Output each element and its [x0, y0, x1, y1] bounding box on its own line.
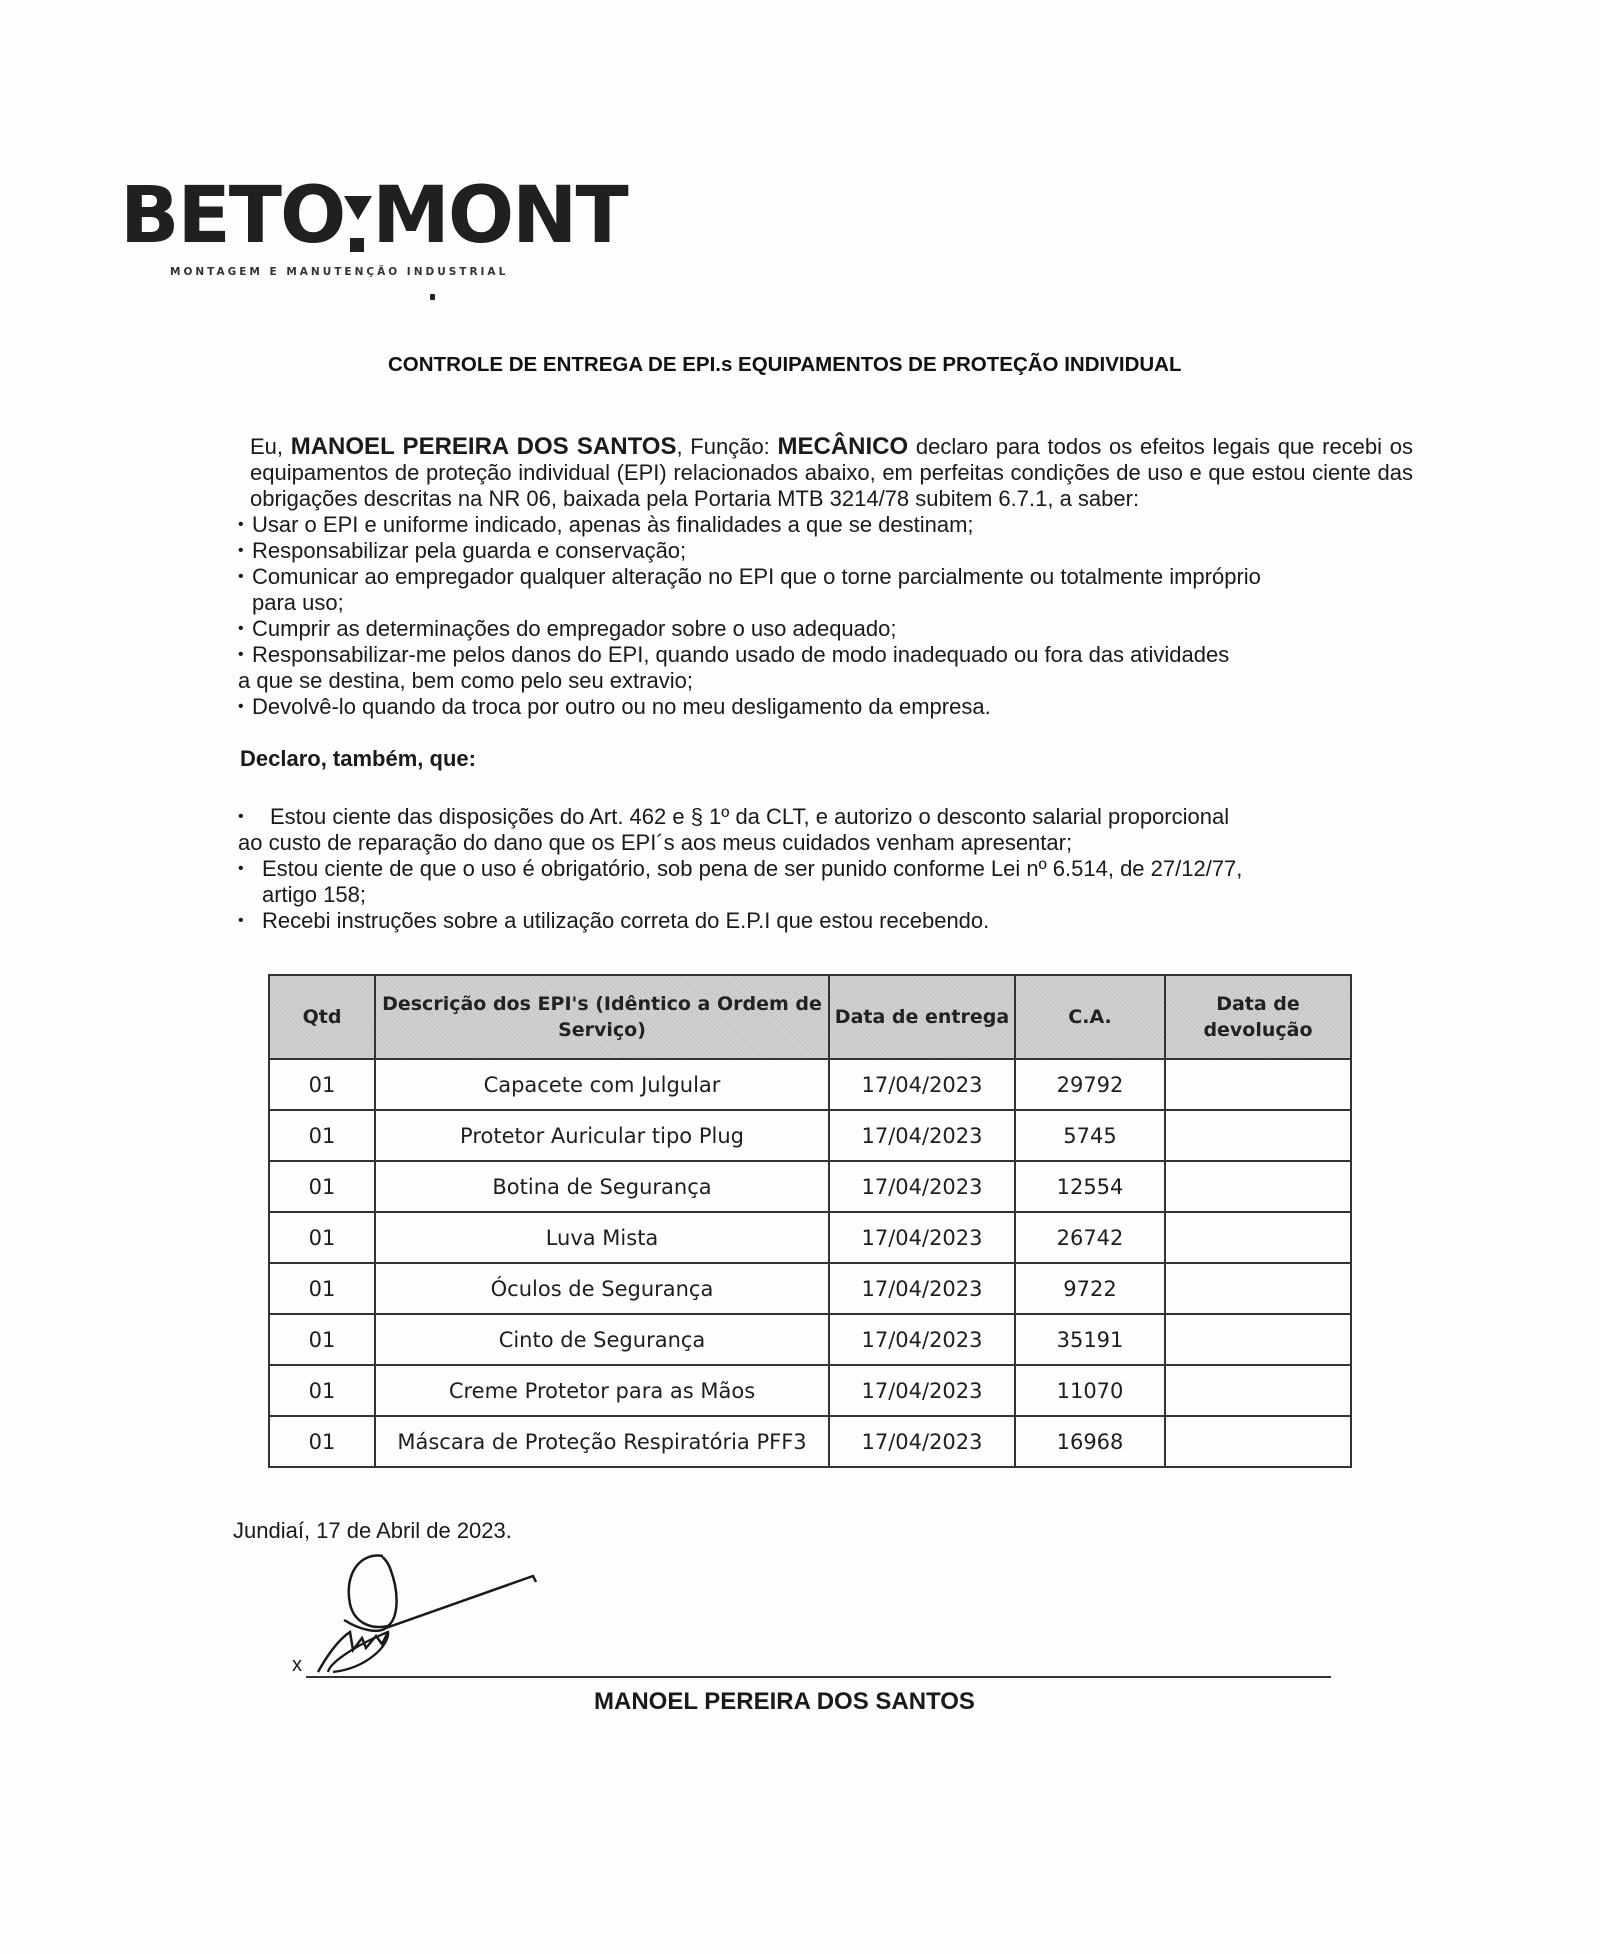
scan-speck	[430, 294, 435, 300]
document-content	[233, 352, 1418, 1718]
document-title: CONTROLE DE ENTREGA DE EPI.s EQUIPAMENTOS DE PROTEÇÃO INDIVIDUAL	[388, 353, 1182, 376]
obligation-text: Comunicar ao empregador qualquer alteração no EPI que o torne parcialmente ou totalmente impróprio	[252, 564, 1261, 589]
company-logo	[120, 171, 627, 278]
row-description: Óculos de Segurança	[375, 1263, 829, 1314]
row-ca: 16968	[1015, 1416, 1165, 1467]
logo-text-left: BETO	[120, 171, 345, 261]
obligations-list	[238, 512, 1413, 720]
function-value: MECÂNICO	[777, 433, 909, 460]
row-delivery-date: 17/04/2023	[829, 1416, 1015, 1467]
row-ca: 5745	[1015, 1110, 1165, 1161]
declaration-body	[238, 434, 1413, 934]
header-description: Descrição dos EPI's (Idêntico a Ordem de Serviço)	[375, 975, 829, 1059]
row-ca: 11070	[1015, 1365, 1165, 1416]
header-delivery-date: Data de entrega	[829, 975, 1015, 1059]
header-return-date: Data de devolução	[1165, 975, 1351, 1059]
row-delivery-date: 17/04/2023	[829, 1365, 1015, 1416]
row-description: Luva Mista	[375, 1212, 829, 1263]
row-return-date	[1165, 1059, 1351, 1110]
declaration-item	[238, 804, 1413, 856]
obligation-item	[238, 642, 1413, 694]
obligation-text: Devolvê-lo quando da troca por outro ou no meu desligamento da empresa.	[252, 694, 991, 719]
row-qtd: 01	[269, 1059, 375, 1110]
table-row	[269, 1110, 1351, 1161]
table-row	[269, 1161, 1351, 1212]
row-ca: 26742	[1015, 1212, 1165, 1263]
row-qtd: 01	[269, 1416, 375, 1467]
declaration-item	[238, 908, 1413, 934]
declaration-text: Estou ciente de que o uso é obrigatório, sob pena de ser punido conforme Lei nº 6.514, de 27/12/77,	[262, 856, 1243, 881]
logo-tagline: MONTAGEM E MANUTENÇÃO INDUSTRIAL	[170, 266, 509, 278]
row-description: Capacete com Julgular	[375, 1059, 829, 1110]
obligation-item	[238, 616, 1413, 642]
declaration-continuation: artigo 158;	[262, 882, 366, 907]
obligation-text: Cumprir as determinações do empregador sobre o uso adequado;	[252, 616, 897, 641]
row-ca: 35191	[1015, 1314, 1165, 1365]
header-qtd: Qtd	[269, 975, 375, 1059]
row-ca: 12554	[1015, 1161, 1165, 1212]
function-label: , Função:	[676, 434, 778, 459]
table-header-row	[269, 975, 1351, 1059]
employee-name: MANOEL PEREIRA DOS SANTOS	[290, 433, 677, 460]
row-qtd: 01	[269, 1212, 375, 1263]
row-delivery-date: 17/04/2023	[829, 1059, 1015, 1110]
declaration-item	[238, 856, 1413, 908]
obligation-continuation: para uso;	[252, 590, 344, 615]
obligation-item	[238, 512, 1413, 538]
row-qtd: 01	[269, 1365, 375, 1416]
row-return-date	[1165, 1365, 1351, 1416]
table-row	[269, 1212, 1351, 1263]
row-delivery-date: 17/04/2023	[829, 1212, 1015, 1263]
epi-table	[268, 974, 1352, 1468]
logo-mark-icon	[346, 194, 370, 256]
handwritten-signature	[278, 1548, 578, 1678]
row-ca: 29792	[1015, 1059, 1165, 1110]
header-ca: C.A.	[1015, 975, 1165, 1059]
row-delivery-date: 17/04/2023	[829, 1263, 1015, 1314]
obligation-item	[238, 538, 1413, 564]
intro-paragraph	[238, 434, 1413, 512]
row-return-date	[1165, 1314, 1351, 1365]
row-return-date	[1165, 1212, 1351, 1263]
obligation-item	[238, 694, 1413, 720]
row-return-date	[1165, 1110, 1351, 1161]
epi-table-container	[268, 974, 1418, 1468]
intro-text: declaro para todos os efeitos legais que recebi os equipamentos de proteção individual (EPI) relacionados abaixo, em perfeitas condições de uso e que estou ciente das obrigações descritas na NR 06, baixada pela Portaria MTB 3214/78 subitem 6.7.1, a saber:	[250, 434, 1413, 511]
row-qtd: 01	[269, 1314, 375, 1365]
row-return-date	[1165, 1161, 1351, 1212]
row-description: Botina de Segurança	[375, 1161, 829, 1212]
row-description: Máscara de Proteção Respiratória PFF3	[375, 1416, 829, 1467]
obligation-item	[238, 564, 1413, 616]
signature-x-mark: x	[292, 1654, 302, 1676]
table-body	[269, 1059, 1351, 1467]
row-qtd: 01	[269, 1110, 375, 1161]
obligation-text: Responsabilizar-me pelos danos do EPI, quando usado de modo inadequado ou fora das atividades	[252, 642, 1230, 667]
row-ca: 9722	[1015, 1263, 1165, 1314]
signature-line	[306, 1676, 1331, 1678]
row-return-date	[1165, 1416, 1351, 1467]
row-delivery-date: 17/04/2023	[829, 1110, 1015, 1161]
declarations-list	[238, 804, 1413, 934]
row-qtd: 01	[269, 1263, 375, 1314]
table-row	[269, 1365, 1351, 1416]
obligation-text: Usar o EPI e uniforme indicado, apenas às finalidades a que se destinam;	[252, 512, 974, 537]
row-description: Creme Protetor para as Mãos	[375, 1365, 829, 1416]
logo-text-right: MONT	[372, 171, 627, 261]
row-description: Protetor Auricular tipo Plug	[375, 1110, 829, 1161]
obligation-continuation: a que se destina, bem como pelo seu extravio;	[238, 668, 693, 693]
row-return-date	[1165, 1263, 1351, 1314]
table-row	[269, 1416, 1351, 1467]
declaration-continuation: ao custo de reparação do dano que os EPI´s aos meus cuidados venham apresentar;	[238, 830, 1073, 855]
signer-name: MANOEL PEREIRA DOS SANTOS	[594, 1688, 975, 1715]
declaration-text: Estou ciente das disposições do Art. 462 e § 1º da CLT, e autorizo o desconto salarial proporcional	[270, 804, 1230, 829]
declaro-heading: Declaro, também, que:	[240, 746, 476, 771]
row-delivery-date: 17/04/2023	[829, 1314, 1015, 1365]
table-row	[269, 1059, 1351, 1110]
row-description: Cinto de Segurança	[375, 1314, 829, 1365]
row-qtd: 01	[269, 1161, 375, 1212]
signature-block	[233, 1518, 1418, 1718]
obligation-text: Responsabilizar pela guarda e conservação;	[252, 538, 687, 563]
place-date: Jundiaí, 17 de Abril de 2023.	[233, 1518, 512, 1543]
table-row	[269, 1263, 1351, 1314]
declaration-text: Recebi instruções sobre a utilização correta do E.P.I que estou recebendo.	[262, 908, 990, 933]
intro-prefix: Eu,	[250, 434, 291, 459]
logo-wordmark	[120, 171, 627, 261]
table-row	[269, 1314, 1351, 1365]
row-delivery-date: 17/04/2023	[829, 1161, 1015, 1212]
